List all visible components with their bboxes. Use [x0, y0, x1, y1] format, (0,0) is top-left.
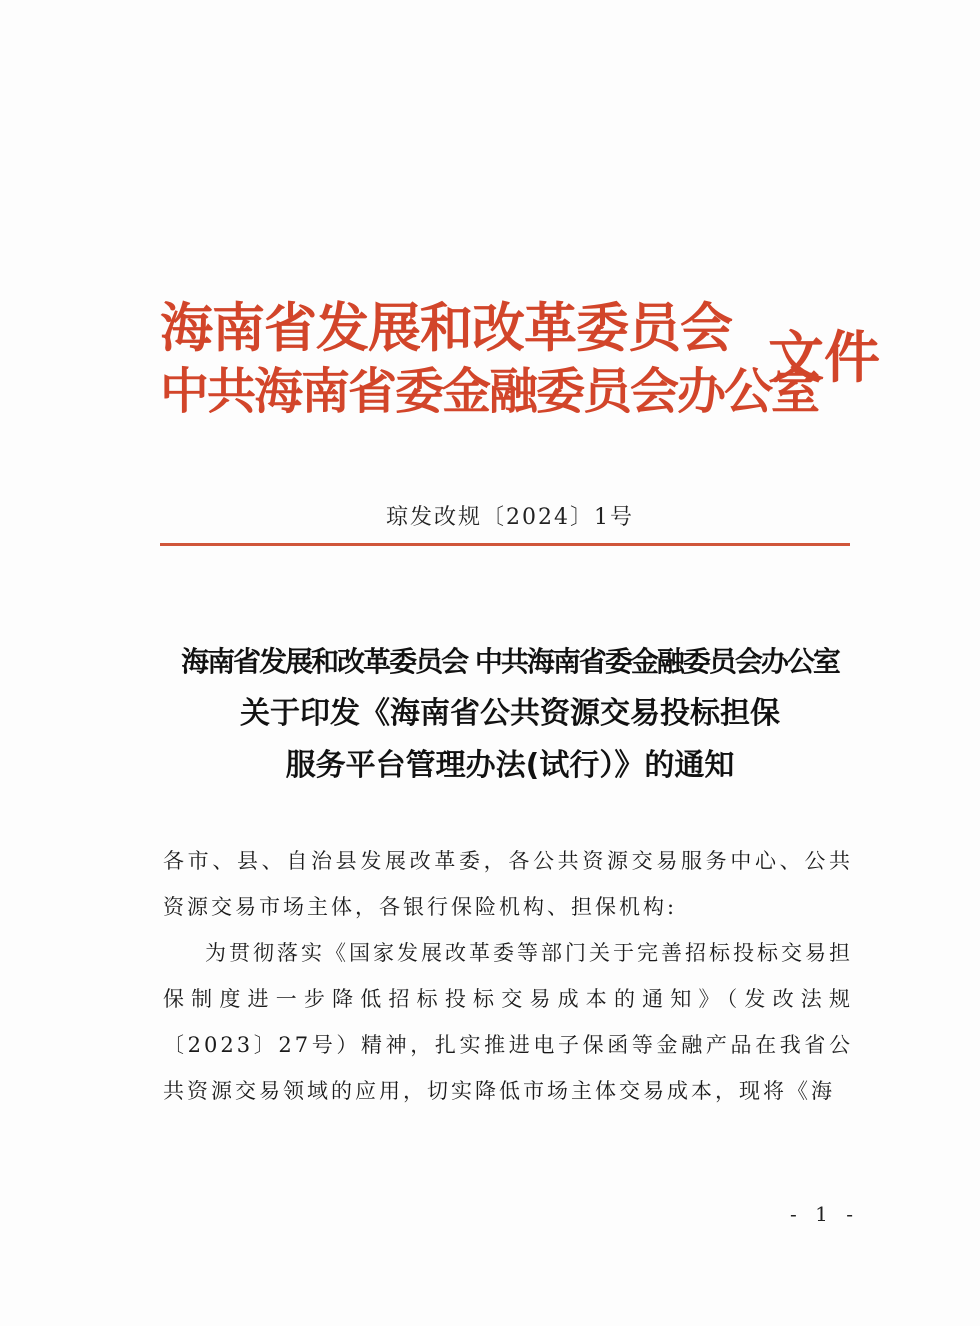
- title-line-3: 服务平台管理办法(试行）》的通知: [285, 748, 735, 783]
- title-line-2: 关于印发《海南省公共资源交易投标担保: [240, 696, 780, 731]
- title-line-1: 海南省发展和改革委员会 中共海南省委金融委员会办公室: [181, 645, 839, 678]
- document-title: [150, 636, 870, 792]
- issuer-name-1: 海南省发展和改革委员会: [160, 297, 732, 359]
- red-letterhead: [160, 296, 880, 436]
- body-paragraph-1: 为贯彻落实《国家发展改革委等部门关于完善招标投标交易担保制度进一步降低招标投标交易成本的通知》（发改法规〔2023〕27号）精神，扎实推进电子保函等金融产品在我省公共资源交易领域的应用，切实降低市场主体交易成本，现将《海: [163, 941, 853, 1103]
- issuer-names: [160, 296, 819, 424]
- letterhead-suffix: 文件: [768, 325, 880, 391]
- addressee: 各市、县、自治县发展改革委，各公共资源交易服务中心、公共资源交易市场主体，各银行保险机构、担保机构:: [163, 849, 853, 919]
- page-number: - 1 -: [790, 1202, 859, 1226]
- issuer-name-2: 中共海南省委金融委员会办公室: [160, 363, 819, 420]
- document-body: [163, 838, 853, 1114]
- red-divider-rule: [160, 543, 850, 546]
- document-number: 琼发改规〔2024〕1号: [386, 505, 634, 530]
